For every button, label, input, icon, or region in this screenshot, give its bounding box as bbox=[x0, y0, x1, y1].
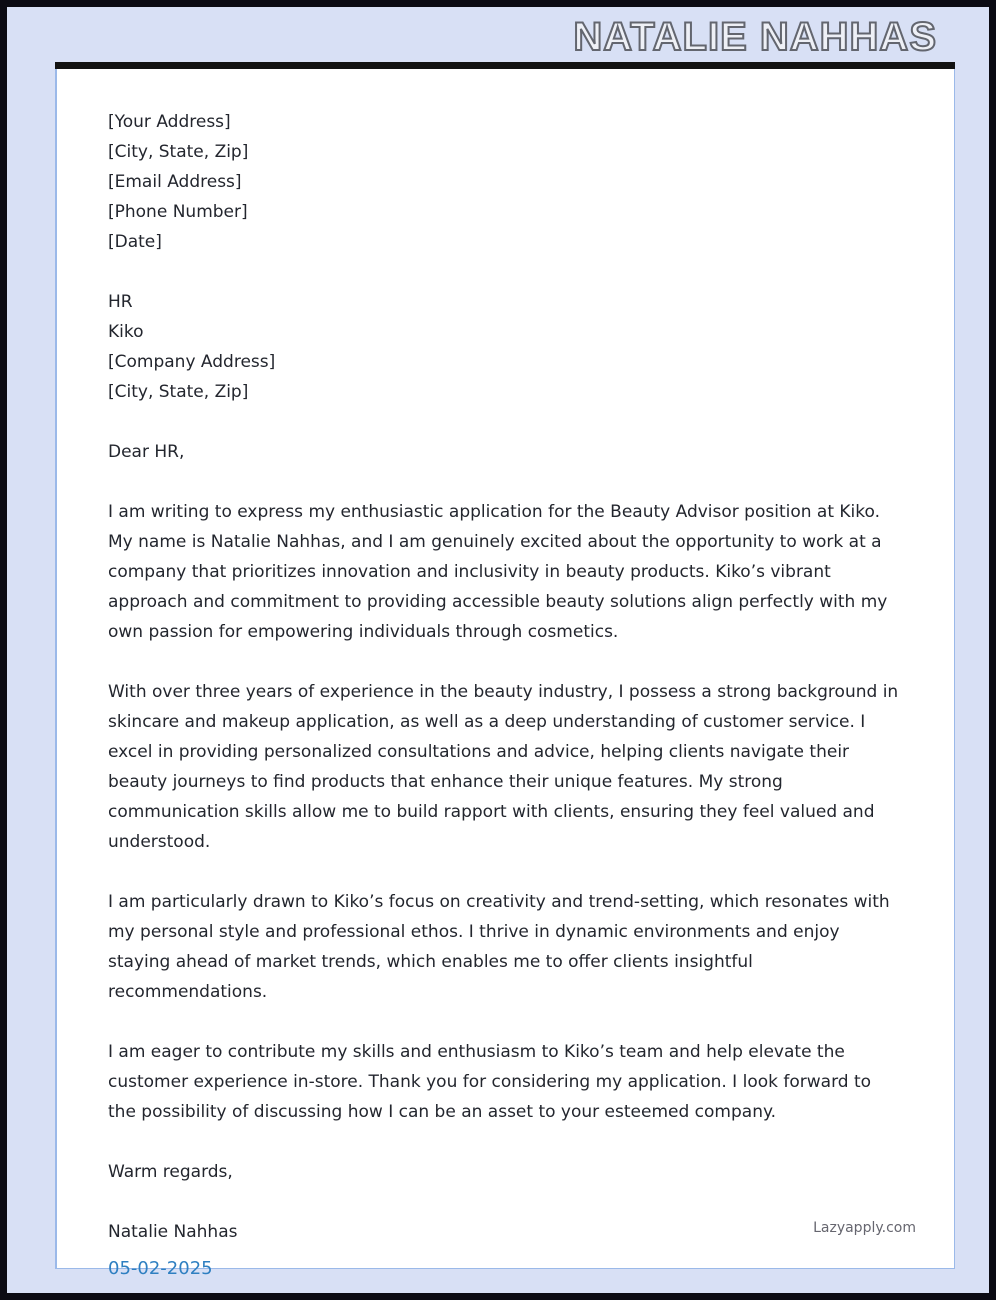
letter-date: 05-02-2025 bbox=[108, 1258, 213, 1279]
closing: Warm regards, bbox=[108, 1162, 233, 1182]
recipient-address-line: [Company Address] bbox=[108, 352, 276, 372]
letter-body bbox=[55, 69, 955, 1279]
sender-address-line: [City, State, Zip] bbox=[108, 142, 249, 162]
letter-sheet bbox=[55, 62, 955, 1279]
sender-address-line: [Date] bbox=[108, 232, 162, 252]
recipient-address-line: [City, State, Zip] bbox=[108, 382, 249, 402]
top-accent-bar bbox=[55, 62, 955, 69]
body-paragraph: I am particularly drawn to Kiko’s focus on creativity and trend-setting, which resonates with my personal style and professional ethos. I thrive in dynamic environments and enjoy staying ahead of market trends, which enables me to offer clients insightful recommendations. bbox=[108, 892, 890, 1002]
sender-address-block bbox=[108, 107, 902, 257]
sender-address-line: [Phone Number] bbox=[108, 202, 248, 222]
recipient-address-line: HR bbox=[108, 292, 133, 312]
page-title: NATALIE NAHHAS bbox=[573, 15, 937, 59]
body-paragraph: I am eager to contribute my skills and enthusiasm to Kiko’s team and help elevate the customer experience in-store. Thank you for considering my application. I look forward to the possibility of discussing how I can be an asset to your esteemed company. bbox=[108, 1042, 872, 1122]
signature-name: Natalie Nahhas bbox=[108, 1222, 238, 1242]
watermark-text: Lazyapply.com bbox=[813, 1220, 916, 1236]
sender-address-line: [Email Address] bbox=[108, 172, 242, 192]
body-paragraph: With over three years of experience in the beauty industry, I possess a strong background in skincare and makeup application, as well as a deep understanding of customer service. I excel in providing personalized consultations and advice, helping clients navigate their beauty journeys to find products that enhance their unique features. My strong communication skills allow me to build rapport with clients, ensuring they feel valued and understood. bbox=[108, 682, 899, 852]
body-paragraph: I am writing to express my enthusiastic application for the Beauty Advisor position at Kiko. My name is Natalie Nahhas, and I am genuinely excited about the opportunity to work at a company that prioritizes innovation and inclusivity in beauty products. Kiko’s vibrant approach and commitment to providing accessible beauty solutions align perfectly with my own passion for empowering individuals through cosmetics. bbox=[108, 502, 888, 642]
sender-address-line: [Your Address] bbox=[108, 112, 231, 132]
salutation: Dear HR, bbox=[108, 442, 185, 462]
recipient-address-block bbox=[108, 287, 902, 407]
recipient-address-line: Kiko bbox=[108, 322, 144, 342]
